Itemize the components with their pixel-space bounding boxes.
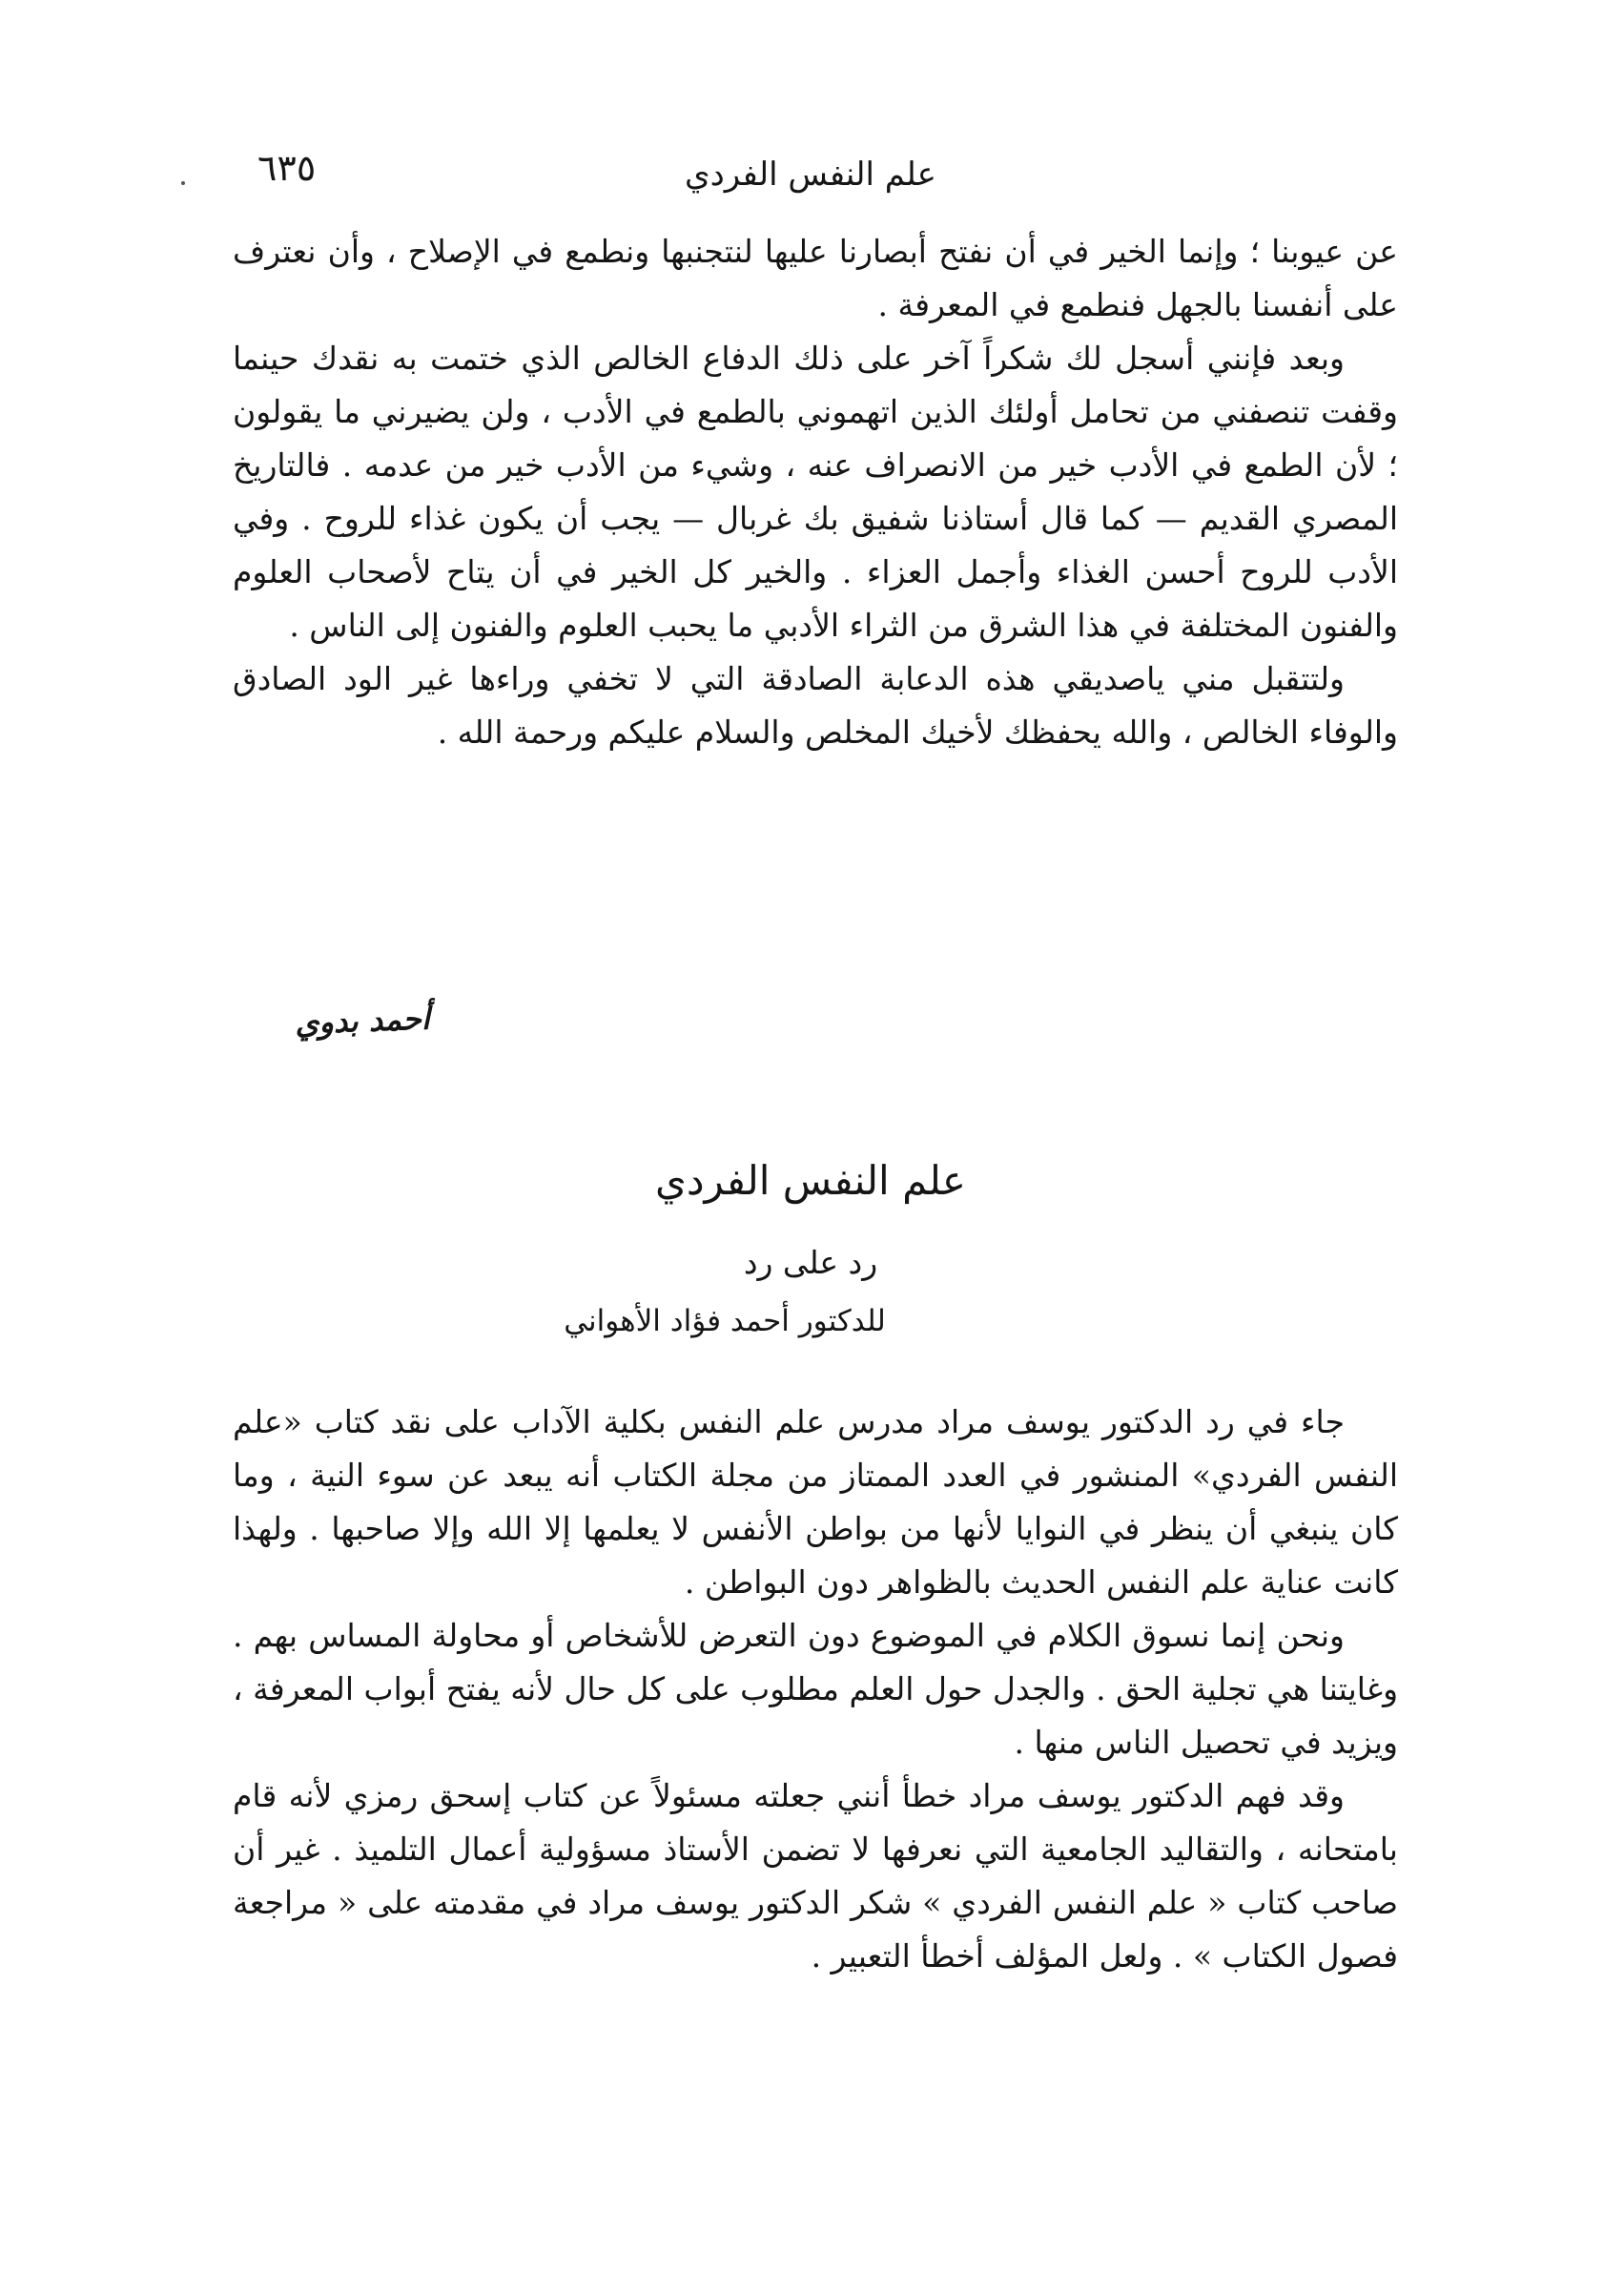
running-title: علم النفس الفردي xyxy=(685,155,936,194)
article-body xyxy=(233,1396,1398,1983)
letter-paragraph-3: ولتتقبل مني ياصديقي هذه الدعابة الصادقة التي لا تخفي وراءها غير الود الصادق والوفاء الخالص ، والله يحفظك لأخيك المخلص والسلام عليكم ورحمة الله . xyxy=(233,660,1398,751)
signature: أحمد بدوي xyxy=(294,1000,431,1042)
article-paragraph-2: ونحن إنما نسوق الكلام في الموضوع دون التعرض للأشخاص أو محاولة المساس بهم . وغايتنا هي تجلية الحق . والجدل حول العلم مطلوب على كل حال لأنه يفتح أبواب المعرفة ، ويزيد في تحصيل الناس منها . xyxy=(232,1617,1398,1761)
article-paragraph-3: وقد فهم الدكتور يوسف مراد خطأ أنني جعلته مسئولاً عن كتاب إسحق رمزي لأنه قام بامتحانه ، والتقاليد الجامعية التي نعرفها لا تضمن الأستاذ مسؤولية أعمال التلميذ . غير أن صاحب كتاب « علم النفس الفردي » شكر الدكتور يوسف مراد في مقدمته على « مراجعة فصول الكتاب » . ولعل المؤلف أخطأ التعبير . xyxy=(233,1777,1398,1975)
article-title: علم النفس الفردي xyxy=(654,1157,966,1204)
letter-paragraph-1: عن عيوبنا ؛ وإنما الخير في أن نفتح أبصارنا عليها لنتجنبها ونطمع في الإصلاح ، وأن نعترف على أنفسنا بالجهل فنطمع في المعرفة . xyxy=(233,233,1398,323)
letter-body xyxy=(233,225,1398,759)
article-subtitle: رد على رد xyxy=(743,1244,878,1281)
article-author: للدكتور أحمد فؤاد الأهواني xyxy=(564,1304,886,1338)
page-number: ٦٣٥ xyxy=(257,147,317,189)
letter-paragraph-2: وبعد فإنني أسجل لك شكراً آخر على ذلك الدفاع الخالص الذي ختمت به نقدك حينما وقفت تنصفني من تحامل أولئك الذين اتهموني بالطمع في الأدب ، ولن يضيرني ما يقولون ؛ لأن الطمع في الأدب خير من الانصراف عنه ، وشيء من الأدب خير من عدمه . فالتاريخ المصري القديم — كما قال أستاذنا شفيق بك غربال — يجب أن يكون غذاء للروح . وفي الأدب للروح أحسن الغذاء وأجمل العزاء . والخير كل الخير في أن يتاح لأصحاب العلوم والفنون المختلفة في هذا الشرق من الثراء الأدبي ما يحبب العلوم والفنون إلى الناس . xyxy=(233,340,1398,644)
scan-speck xyxy=(181,181,185,185)
article-paragraph-1: جاء في رد الدكتور يوسف مراد مدرس علم النفس بكلية الآداب على نقد كتاب «علم النفس الفردي» المنشور في العدد الممتاز من مجلة الكتاب أنه يبعد عن سوء النية ، وما كان ينبغي أن ينظر في النوايا لأنها من بواطن الأنفس لا يعلمها إلا الله وإلا صاحبها . ولهذا كانت عناية علم النفس الحديث بالظواهر دون البواطن . xyxy=(233,1403,1398,1601)
